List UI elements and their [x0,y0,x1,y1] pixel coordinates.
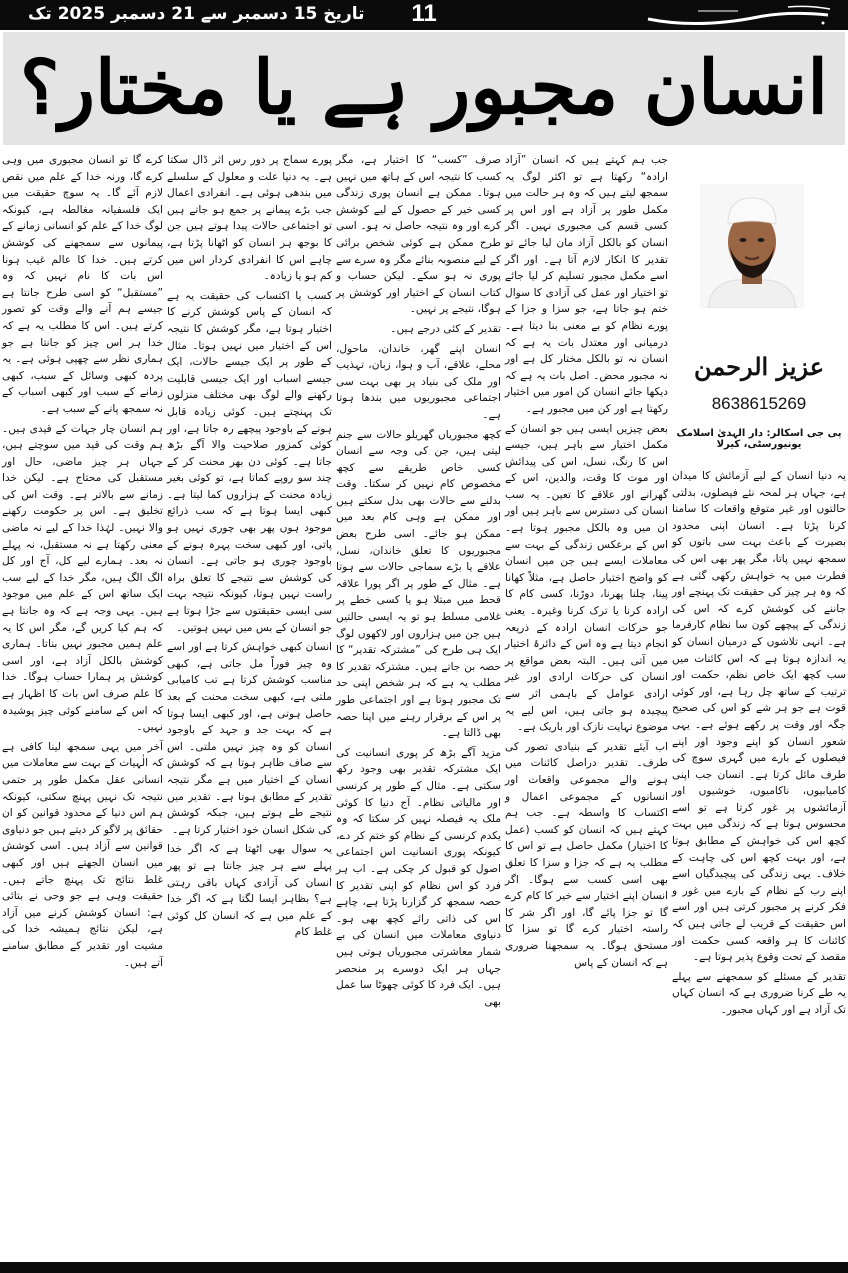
article-paragraph: صرف ”کسب“ کا اختیار ہے، مگر کسب کا نتیجہ اس کے ہاتھ میں نہیں ہوتا۔ ممکن ہے انسان پوری زندگی کسی خیر کے حصول کے لیے کوشش کرے اور وہ نتیجہ حاصل نہ ہو۔ اسی طرح ممکن ہے کوئی شخص برائی کے لیے منصوبہ بنائے مگر وہ سرے سے پوری نہ ہو سکے۔ لیکن حساب و کتاب انسان کے اختیار اور کوشش پر ہوگا، نتیجے پر نہیں۔ [336,154,501,316]
article-column-1 [672,468,846,1019]
page-header-bar [0,0,848,30]
article-paragraph: کسب یا اکتساب کی حقیقت یہ ہے کہ انسان کے پاس کوشش کرنے کا اختیار ہوتا ہے، مگر کوشش کا نتیجہ اس کے اختیار میں نہیں ہوتا۔ مثال کے طور پر ایک جیسے حالات، ایک جیسے اسباب اور ایک جیسی قابلیت رکھنے والے لوگ بھی مختلف منزلوں تک پہنچتے ہیں۔ کوئی زیادہ قابل ہونے کے باوجود پیچھے رہ جاتا ہے، اور کوئی کمزور صلاحیت والا آگے بڑھ جاتا ہے۔ کوئی دن بھر محنت کر کے چند سو روپے کماتا ہے، تو کوئی بغیر زیادہ محنت کے ہزاروں کما لیتا ہے۔ کبھی ایسا ہوتا ہے کہ سب ذرائع موجود ہوں پھر بھی چوری نہیں ہو پاتی، اور کبھی سخت پہرہ ہونے کے باوجود چوری ہو جاتی ہے۔ انسان کی کوشش سے نتیجے کا تعلق براہ راست نہیں ہوتا، کیونکہ نتیجہ بہت سی ایسی حقیقتوں سے جڑا ہوتا ہے جو انسان کے بس میں نہیں ہوتیں۔ [167,289,332,634]
article-paragraph: کچھ مجبوریاں گھریلو حالات سے جنم لیتی ہیں، جن کی وجہ سے انسان کسی خاص طریقے سے کچھ مخصوص کام نہیں کر سکتا۔ وقت بدلنے سے حالات بھی بدل سکتے ہیں اور ممکن ہے وہی کام بعد میں ممکن ہو جائے۔ اسی طرح بعض مجبوریوں کا تعلق خاندان، نسل، علاقے یا بڑے سماجی حالات سے ہوتا ہے۔ مثال کے طور پر اگر پورا علاقہ قحط میں مبتلا ہو یا کسی خطے پر غلامی مسلط ہو تو یہ ایسی حالتیں ہیں جن میں ہزاروں اور لاکھوں لوگ ایک ہی طرح کی ”مشترکہ تقدیر“ کا حصہ بن جاتے ہیں۔ مشترکہ تقدیر کا مطلب یہ ہے کہ ہر شخص اپنی حد تک مجبور ہوتا ہے اور اجتماعی طور پر اس کے برقرار رہنے میں اپنا حصہ بھی ڈالتا ہے۔ [336,428,501,740]
headline-band [3,32,845,145]
article-paragraph: آخر میں یہی سمجھ لینا کافی ہے کہ الٰہیات کے بہت سے معاملات میں انسانی عقل مکمل طور پر حتمی نتیجہ تک نہیں پہنچ سکتی، کیونکہ ہم اس دنیا کے محدود قوانین کو ان حقائق پر لاگو کر دیتے ہیں جو دنیاوی قوانین سے آزاد ہیں۔ اسی کوشش میں انسان الجھتے ہیں اور کبھی غلط نتائج تک پہنچ جاتے ہیں۔ حقیقت وہی ہے جو وحی نے بتائی ہے: انسان کوشش کرنے میں آزاد ہے، لیکن نتائج ہمیشہ خدا کی مشیت اور تقدیر کے مطابق سامنے آتے ہیں۔ [2,740,163,969]
article-paragraph: جب ہم کہتے ہیں کہ انسان ”آزاد ارادہ“ رکھتا ہے تو اکثر لوگ یہ سمجھ لیتے ہیں کہ وہ ہر حالت میں مکمل طور پر آزاد ہے اور اس پر کسی قسم کی مجبوری نہیں۔ اگر انسان کو بالکل آزاد مان لیا جائے تو تقدیر کا انکار لازم آتا ہے۔ اور اگر اسے مکمل مجبور تسلیم کر لیا جائے تو اختیار اور عمل کی آزادی کا سوال ختم ہو جاتا ہے، جو سزا و جزا کے پورے نظام کو بے معنی بنا دیتا ہے۔ درمیانی اور معتدل بات یہ ہے کہ انسان نہ تو بالکل مختار کل ہے اور نہ مجبور محض۔ اصل بات یہ ہے کہ دیکھا جائے انسان کن امور میں اختیار رکھتا ہے اور کن میں مجبور ہے۔ [505,154,668,415]
article-paragraph: بعض چیزیں ایسی ہیں جو انسان کے مکمل اختیار سے باہر ہیں، جیسے اس کا رنگ، نسل، اس کی پیدائش اور موت کا وقت، والدین، اس کے گھرانے اور علاقے کا تعین۔ یہ سب انسان کی دسترس سے باہر ہیں اور ان میں وہ بالکل مجبور ہوتا ہے۔ اس کے برعکس زندگی کے بہت سے معاملات ایسے ہیں جن میں انسان کو واضح اختیار حاصل ہے، مثلاً کھانا پینا، چلنا پھرنا، دوڑنا، کسی کام کا ارادہ کرنا یا ترک کرنا وغیرہ۔ یعنی جو حرکات انسان ارادہ کے ذریعہ انجام دیتا ہے وہ اس کے دائرۂ اختیار میں آتی ہیں۔ البتہ بعض مواقع پر انسان کی حرکات ارادی اور غیر ارادی عوامل کے باہمی اثر سے پیچیدہ ہو جاتی ہیں، اس لیے یہ موضوع نہایت نازک اور باریک ہے۔ [505,422,668,734]
article-paragraph: مزید آگے بڑھ کر پوری انسانیت کی ایک مشترکہ تقدیر بھی وجود رکھ سکتی ہے۔ مثال کے طور پر کرنسی اور مالیاتی نظام۔ آج دنیا کا کوئی ملک یہ فیصلہ نہیں کر سکتا کہ وہ یکدم کرنسی کے نظام کو ختم کر دے، کیونکہ پوری انسانیت اس اجتماعی اصول کو قبول کر چکی ہے۔ اب ہر فرد کو اس نظام کو اپنی تقدیر کا حصہ سمجھ کر گزارنا پڑتا ہے، چاہے اس کی ذاتی رائے کچھ بھی ہو۔ دنیاوی معاملات میں انسان کی بے شمار معاشرتی مجبوریاں ہوتی ہیں جہاں ہر ایک دوسرے پر منحصر ہیں۔ ایک فرد کا کوئی چھوٹا سا عمل بھی [336,746,501,1008]
article-title: انسان مجبور ہے یا مختار؟ [20,45,828,131]
page-footer-bar [0,1262,848,1273]
author-photo [700,184,804,308]
article-paragraph: اب آیئے تقدیر کے بنیادی تصور کی طرف۔ تقدیر دراصل کائنات میں ہونے والے مجموعی واقعات اور انسانوں کے مجموعی اعمال و اکتساب کا واسطہ ہے۔ جب ہم کہتے ہیں کہ انسان کو کسب (عمل کا اختیار) مکمل حاصل ہے تو اس کا مطلب یہ ہے کہ جزا و سزا کا تعلق بھی اسی کسب سے ہوگا۔ اگر انسان اپنے اختیار سے خیر کا کام کرے گا تو جزا پائے گا، اور اگر شر کا راستہ اختیار کرے گا تو سزا کا مستحق ہوگا۔ یہ سمجھنا ضروری ہے کہ انسان کے پاس [505,740,668,969]
article-paragraph: انسان کبھی خواہش کرتا ہے اور اسے وہ چیز فوراً مل جاتی ہے، کبھی مناسب کوشش کرتا ہے تب کامیابی ملتی ہے، کبھی سخت محنت کے بعد حاصل ہوتی ہے، اور کبھی ایسا ہوتا ہے کہ بہت جد و جہد کے باوجود انسان کو وہ چیز نہیں ملتی۔ اس سے صاف ظاہر ہوتا ہے کہ کوشش انسان کے اختیار میں ہے مگر نتیجہ تقدیر کے مطابق ہوتا ہے۔ تقدیر میں نتیجے طے ہوتے ہیں، جبکہ کوشش کی شکل انسان خود اختیار کرتا ہے۔ [167,641,332,836]
article-paragraph: تقدیر کے مسئلے کو سمجھنے سے پہلے یہ طے کرنا ضروری ہے کہ انسان کہاں تک آزاد ہے اور کہاں مجبور۔ [672,970,846,1016]
article-paragraph: ہم انسان چار جہات کے قیدی ہیں۔ ہم وقت کی قید میں سوچتے ہیں، جہاں ہر چیز ماضی، حال اور مستقبل کی محتاج ہے۔ لیکن خدا زمانے سے بالاتر ہے۔ وقت اس کی تخلیق ہے۔ اس پر حکومت رکھنے والا نہیں۔ لہٰذا خدا کے لیے نہ ماضی معنی رکھتا ہے نہ مستقبل، نہ پہلے نہ بعد۔ ہمارے لیے کل، آج اور کل الگ الگ ہیں، مگر خدا کے لیے سب ایک ساتھ اس کے علم میں موجود ہیں۔ یہی وجہ ہے کہ وہ جانتا ہے کہ ہم کیا کریں گے، مگر اس کا یہ علم ہمیں مجبور نہیں بناتا۔ ہماری کوشش بالکل آزاد ہے، اور اسی کوشش پر ہمارا حساب ہوگا۔ خدا کا علم صرف اس بات کا اظہار ہے کہ اس کے سامنے کوئی چیز پوشیدہ نہیں۔ [2,422,163,734]
article-column-4 [167,152,332,941]
page-number: 11 [411,0,437,27]
author-name: عزیز الرحمن [693,352,825,381]
article-paragraph: پورے سماج پر دور رس اثر ڈال سکتا ہے۔ یہ دنیا علت و معلول کے سلسلے میں بندھی ہوئی ہے۔ انفرادی اعمال جب بڑے پیمانے پر جمع ہو جاتے ہیں تو اجتماعی حالات پیدا ہوتے ہیں جن کا بوجھ ہر انسان کو اٹھانا پڑتا ہے، چاہے اس کا انفرادی کردار اس میں کم ہو یا زیادہ۔ [167,154,332,283]
article-column-3 [336,152,501,1010]
article-paragraph: یہ سوال بھی اٹھتا ہے کہ اگر خدا پہلے سے ہر چیز جانتا ہے تو پھر انسان کی آزادی کہاں باقی رہتی ہے؟ بظاہر ایسا لگتا ہے کہ اگر خدا کے علم میں ہے کہ انسان کل کوئی غلط کام [167,843,332,939]
newspaper-logo [638,3,838,27]
article-paragraph: کرے گا تو انسان مجبوری میں وہی کرے گا، ورنہ خدا کے علم میں نقص لازم آئے گا۔ یہ سوچ حقیقت میں ایک فلسفیانہ مغالطہ ہے، کیونکہ لوگ خدا کے علم کو انسانی زمانے کے پیمانوں سے سمجھنے کی کوشش کرتے ہیں۔ خدا کا عالم غیب ہونا اس بات کا نام نہیں کہ وہ ”مستقبل“ کو اسی طرح جانتا ہے جیسے ہم آنے والے وقت کو تصور کرتے ہیں۔ اس کا مطلب یہ ہے کہ خدا ہر اس چیز کو جانتا ہے جو ہماری نظر سے چھپی ہوئی ہے۔ یہ پردہ کبھی وسائل کے سبب، کبھی زمانے کے سبب اور کبھی اسباب کے نہ سمجھ پانے کے سبب ہے۔ [2,154,163,415]
author-phone: 8638615269 [711,394,807,413]
author-affiliation: پی جی اسکالر: دار الہدیٰ اسلامک یونیورسٹی، کیرلا [676,428,842,450]
article-paragraph: یہ دنیا انسان کے لیے آزمائش کا میدان ہے، جہاں ہر لمحہ نئے فیصلوں، بدلتی حالتوں اور غیر متوقع واقعات کا سامنا کرنا پڑتا ہے۔ انسان اپنی محدود بصیرت کے باعث بہت سی باتوں کو سمجھ نہیں پاتا، مگر پھر بھی اس کی فطرت میں یہ خواہش رکھی گئی ہے کہ وہ ہر چیز کی حقیقت تک پہنچے اور جاننے کی کوشش کرے کہ اس کی زندگی کے پیچھے کون سا نظام کارفرما ہے۔ انہی تلاشوں کے درمیان انسان کو یہ اندازہ ہوتا ہے کہ اس کائنات میں سب کچھ ایک خاص نظم، حکمت اور ترتیب کے ساتھ چل رہا ہے، اور کوئی قوت ہے جو ہر شے کو اس کی صحیح جگہ اور وقت پر رکھے ہوئے ہے۔ یہی شعور انسان کو اپنے وجود اور اپنے فیصلوں کے بارے میں گہری سوچ کی طرف مائل کرتا ہے۔ انسان جب اپنی کامیابیوں، ناکامیوں، خوشیوں اور آزمائشوں پر غور کرتا ہے تو اسے محسوس ہوتا ہے کہ زندگی میں بہت کچھ اس کی خواہش کے مطابق ہوتا ہے، اور بہت کچھ اس کی چاہت کے خلاف۔ یہی زندگی کی پیچیدگیاں اسے اپنے رب کے نظام کے بارے میں غور و فکر کرنے پر مجبور کرتی ہیں اور اسے اس حقیقت کے قریب لے جاتی ہیں کہ کائنات کا ہر واقعہ کسی حکمت اور مقصد کے تحت وقوع پذیر ہوتا ہے۔ [672,470,846,964]
article-paragraph: تقدیر کے کئی درجے ہیں۔ [390,322,501,335]
article-column-2 [505,152,668,971]
issue-date: تاریخ 15 دسمبر سے 21 دسمبر 2025 تک [28,4,365,24]
article-paragraph: انسان اپنے گھر، خاندان، ماحول، محلے، علاقے، آب و ہوا، زبان، تہذیب اور ملک کی بنیاد پر بھی بہت سی اجتماعی مجبوریوں میں بندھا ہوتا ہے۔ [336,342,501,421]
article-column-5 [2,152,163,971]
